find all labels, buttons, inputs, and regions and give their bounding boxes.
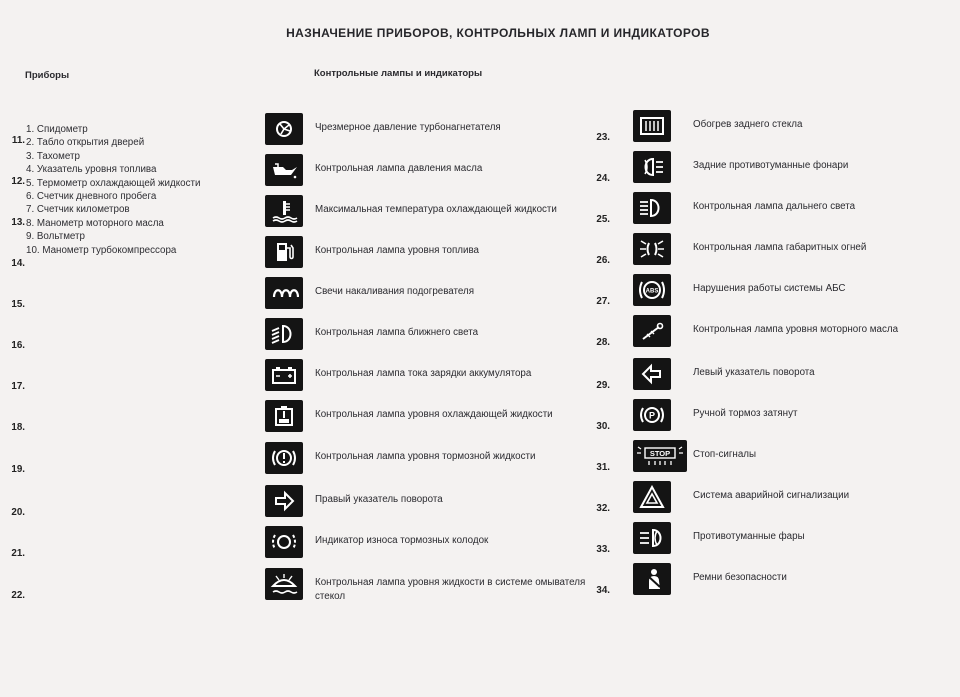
- lamp-label: Контрольная лампа уровня жидкости в системе омывателя стекол: [315, 577, 586, 602]
- turbo-icon: [265, 113, 303, 145]
- right-turn-icon: [265, 485, 303, 517]
- lamp-label: Стоп-сигналы: [693, 449, 757, 460]
- high-beam-icon: [633, 192, 671, 224]
- front-fog-icon: [633, 522, 671, 554]
- lamp-label: Контрольная лампа уровня топлива: [315, 245, 480, 256]
- lamp-label: Система аварийной сигнализации: [693, 490, 850, 501]
- lamp-number: 28.: [596, 337, 610, 348]
- lamp-number: 14.: [11, 258, 25, 269]
- oil-can-icon: [265, 154, 303, 186]
- instrument-item: 6. Счетчик дневного пробега: [26, 191, 157, 203]
- instrument-item: 7. Счетчик километров: [26, 204, 130, 216]
- lamp-label: Нарушения работы системы АБС: [693, 283, 846, 294]
- lamp-number: 32.: [596, 503, 610, 514]
- lamp-number: 25.: [596, 214, 610, 225]
- lamp-label: Индикатор износа тормозных колодок: [315, 535, 489, 546]
- lamp-number: 20.: [11, 507, 25, 518]
- lamp-label: Ремни безопасности: [693, 572, 787, 583]
- park-icon-text: P: [648, 410, 656, 421]
- lamp-label: Максимальная температура охлаждающей жидкости: [315, 204, 557, 215]
- lamp-number: 15.: [11, 299, 25, 310]
- stop-icon-text: STOP: [649, 449, 671, 458]
- instrument-item: 10. Манометр турбокомпрессора: [26, 244, 177, 256]
- lamp-number: 23.: [596, 132, 610, 143]
- lamp-number: 30.: [596, 421, 610, 432]
- brake-fluid-icon: [265, 442, 303, 474]
- instrument-item: 4. Указатель уровня топлива: [26, 164, 157, 176]
- brake-pad-icon: [265, 526, 303, 558]
- instruments-heading: Приборы: [25, 70, 70, 81]
- lamp-label: Контрольная лампа габаритных огней: [693, 242, 867, 253]
- low-beam-icon: [265, 318, 303, 350]
- lamp-label: Правый указатель поворота: [315, 494, 443, 505]
- oil-level-icon: [633, 315, 671, 347]
- lamp-number: 22.: [11, 590, 25, 601]
- instrument-item: 8. Манометр моторного масла: [26, 217, 164, 229]
- lamp-number: 11.: [11, 135, 25, 146]
- battery-icon: [265, 359, 303, 391]
- lamp-number: 21.: [11, 548, 25, 559]
- lamp-label: Свечи накаливания подогревателя: [315, 286, 475, 297]
- lamp-label: Левый указатель поворота: [693, 367, 815, 378]
- lamp-label: Контрольная лампа дальнего света: [693, 201, 856, 212]
- lamp-number: 18.: [11, 422, 25, 433]
- fuel-pump-icon: [265, 236, 303, 268]
- lamp-label: Чрезмерное давление турбонагнетателя: [315, 122, 501, 133]
- lamp-number: 17.: [11, 381, 25, 392]
- instrument-item: 1. Спидометр: [26, 124, 88, 135]
- parking-brake-icon: [633, 399, 671, 431]
- instrument-item: 9. Вольтметр: [26, 231, 85, 243]
- lamp-label: Контрольная лампа уровня охлаждающей жидкости: [315, 409, 553, 420]
- left-turn-icon: [633, 358, 671, 390]
- instruments-list: [26, 123, 200, 257]
- lamp-number: 19.: [11, 464, 25, 475]
- lamp-label: Обогрев заднего стекла: [693, 119, 803, 130]
- lamp-label: Контрольная лампа давления масла: [315, 163, 483, 174]
- parking-lights-icon: [633, 233, 671, 265]
- seatbelt-icon: [633, 563, 671, 595]
- lamp-label: Контрольная лампа ближнего света: [315, 327, 479, 338]
- lamps-heading: Контрольные лампы и индикаторы: [314, 68, 483, 79]
- rear-defrost-icon: [633, 110, 671, 142]
- instrument-item: 2. Табло открытия дверей: [26, 137, 145, 149]
- coolant-temp-icon: [265, 195, 303, 227]
- lamp-label: Задние противотуманные фонари: [693, 160, 849, 171]
- lamp-label: Ручной тормоз затянут: [693, 408, 798, 419]
- lamp-number: 27.: [596, 296, 610, 307]
- coolant-level-icon: [265, 400, 303, 432]
- lamp-number: 33.: [596, 544, 610, 555]
- lamp-number: 29.: [596, 380, 610, 391]
- lamp-label: Контрольная лампа тока зарядки аккумулятора: [315, 368, 532, 379]
- lamp-label: Противотуманные фары: [693, 531, 805, 542]
- lamp-number: 16.: [11, 340, 25, 351]
- page-title: НАЗНАЧЕНИЕ ПРИБОРОВ, КОНТРОЛЬНЫХ ЛАМП И ИНДИКАТОРОВ: [286, 26, 710, 40]
- washer-fluid-icon: [265, 568, 303, 600]
- lamp-label: Контрольная лампа уровня моторного масла: [693, 324, 899, 335]
- lamp-number: 12.: [11, 176, 25, 187]
- instrument-item: 5. Термометр охлаждающей жидкости: [26, 177, 201, 189]
- lamp-number: 34.: [596, 585, 610, 596]
- stop-lamp-icon: [633, 440, 687, 472]
- rear-fog-icon: [633, 151, 671, 183]
- abs-icon: [633, 274, 671, 306]
- lamp-number: 24.: [596, 173, 610, 184]
- lamp-label: Контрольная лампа уровня тормозной жидкости: [315, 451, 536, 462]
- glow-plug-icon: [265, 277, 303, 309]
- lamp-number: 13.: [11, 217, 25, 228]
- instrument-item: 3. Тахометр: [26, 150, 80, 162]
- abs-icon-text: ABS: [645, 288, 659, 295]
- hazard-icon: [633, 481, 671, 513]
- lamp-number: 26.: [596, 255, 610, 266]
- lamp-number: 31.: [596, 462, 610, 473]
